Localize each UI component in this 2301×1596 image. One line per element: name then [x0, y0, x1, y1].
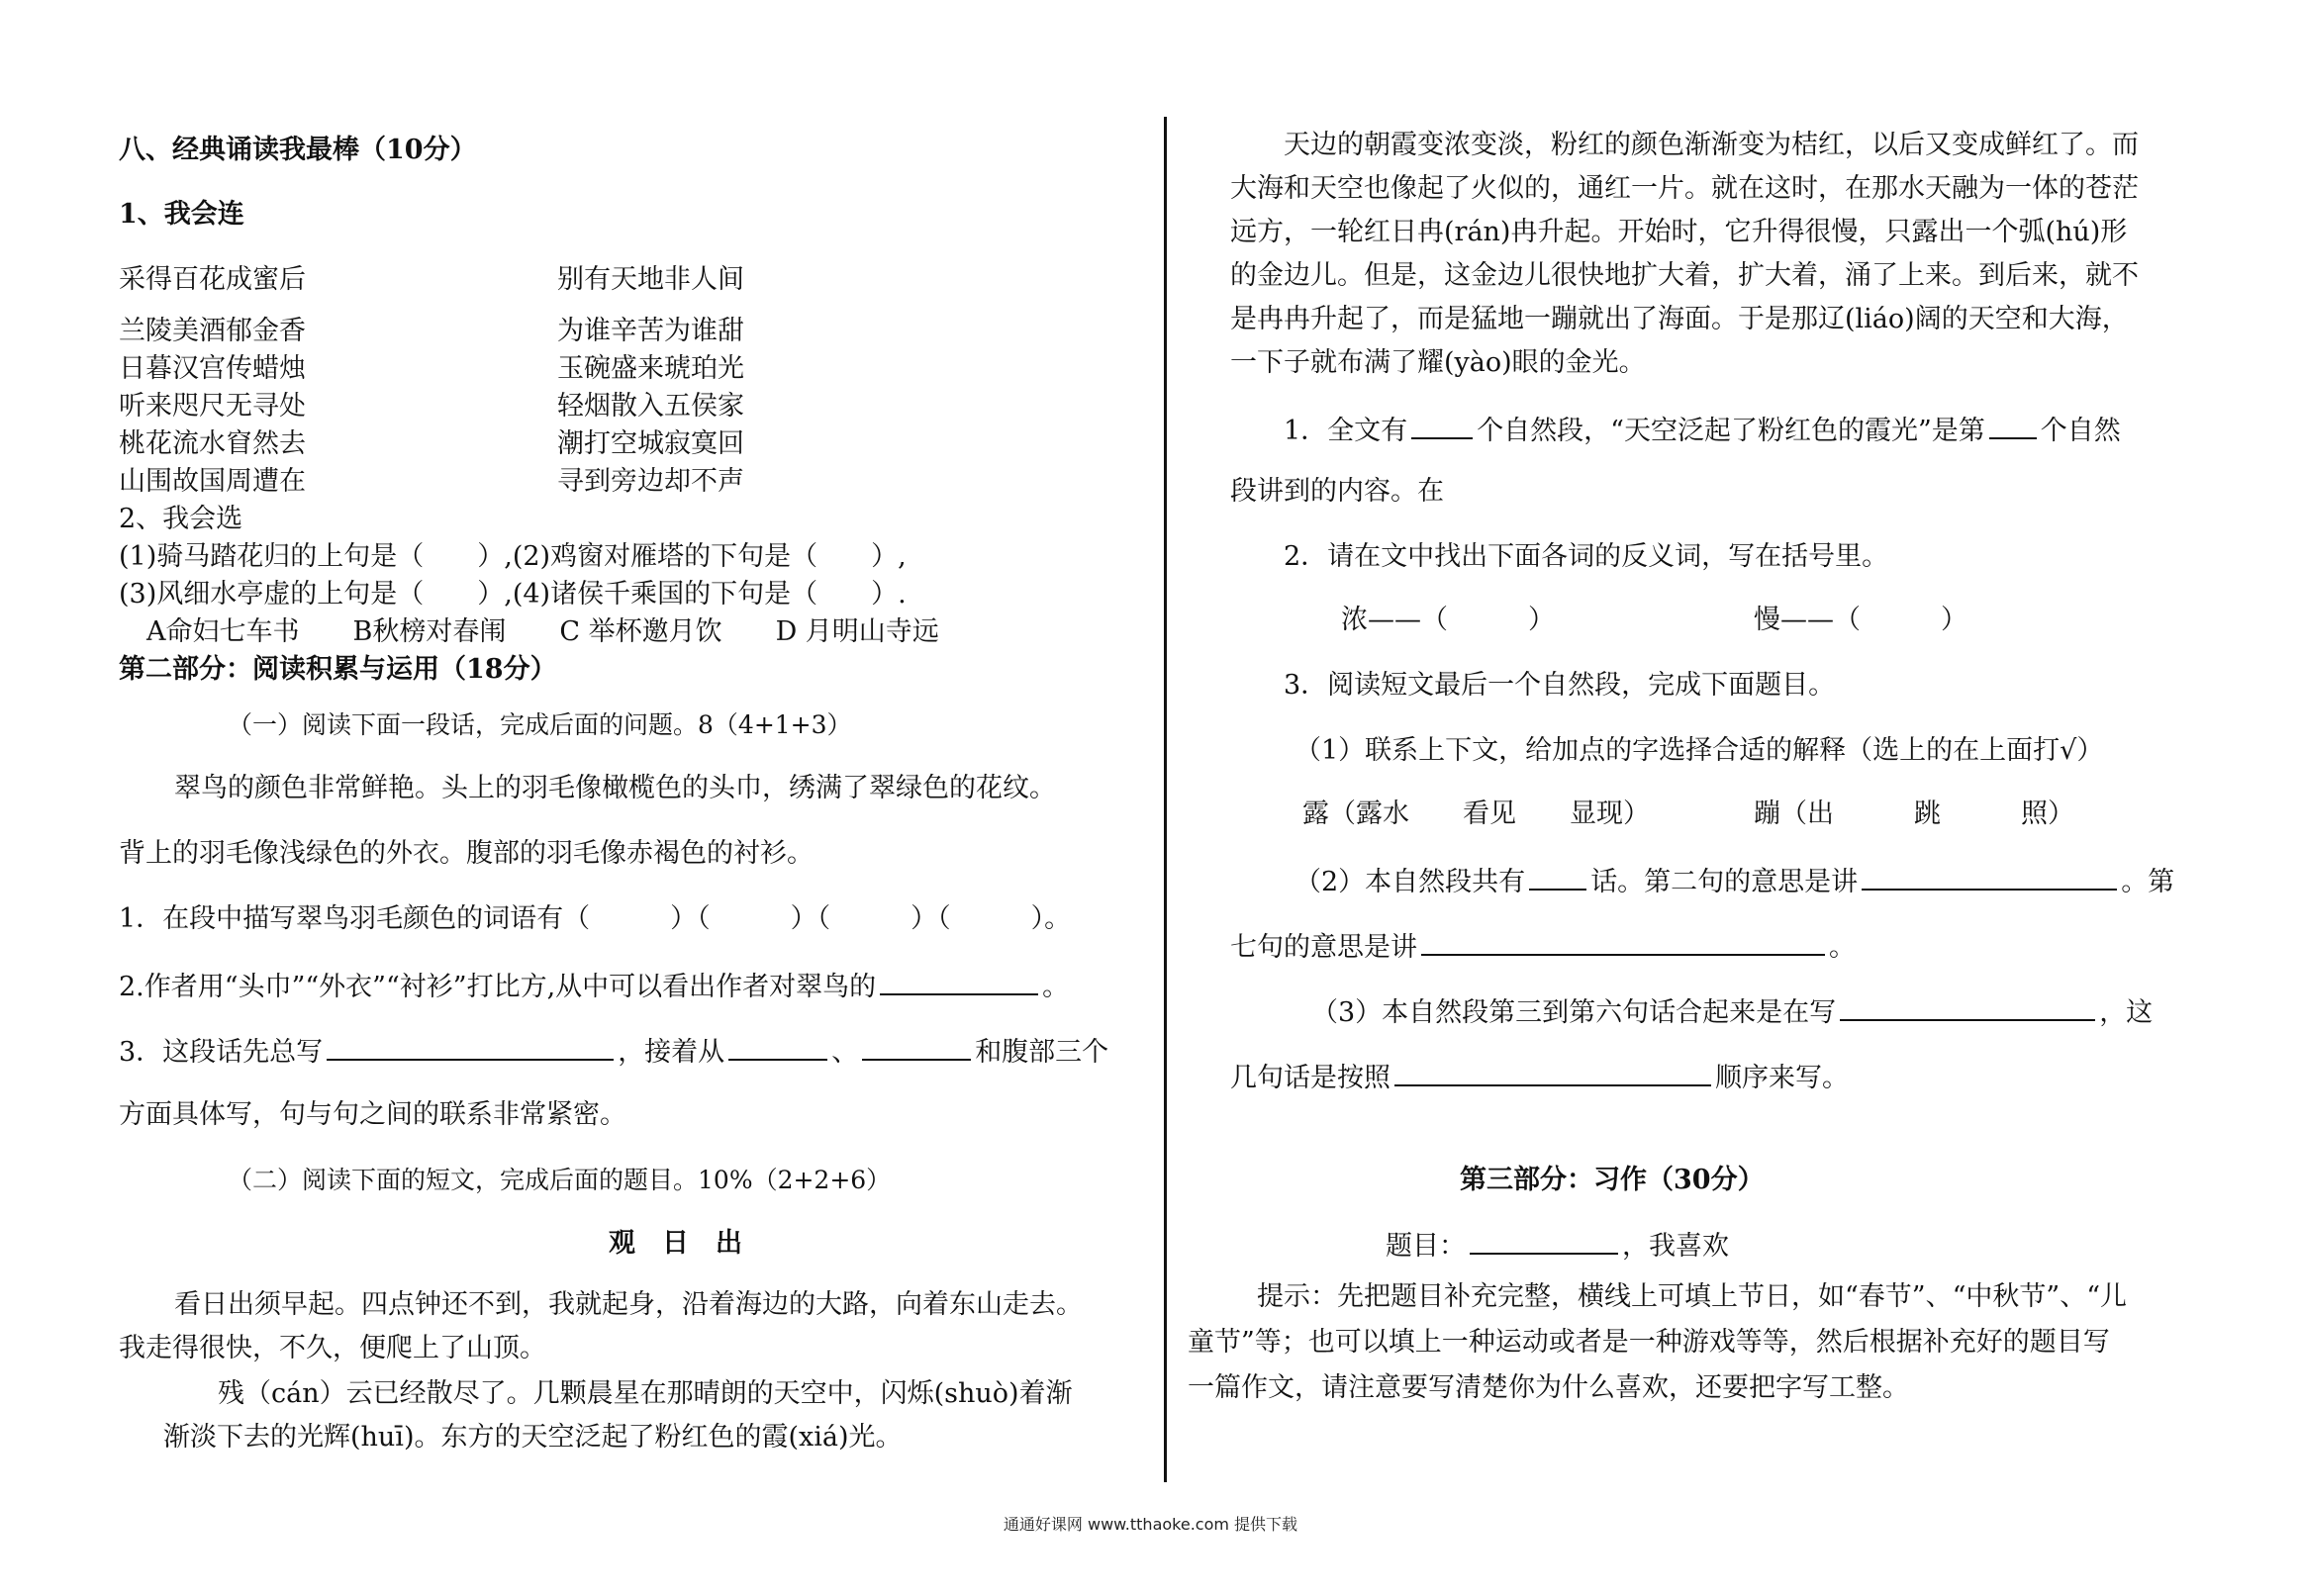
antonym-pair-1: 浓——（ ）	[1341, 605, 1555, 635]
composition-topic	[1386, 1227, 1729, 1264]
right-q3-3-text-a: （3）本自然段第三到第六句话合起来是在写	[1311, 997, 1837, 1028]
right-q1-text-b: 个自然段，“天空泛起了粉红色的霞光”是第	[1477, 416, 1985, 446]
right-question-3: 3．阅读短文最后一个自然段，完成下面题目。	[1284, 670, 1836, 701]
answer-blank[interactable]	[1989, 412, 2037, 439]
answer-blank[interactable]	[862, 1033, 971, 1061]
right-q3-2-text-d: 七句的意思是讲	[1230, 932, 1417, 963]
essay-paragraph-2a: 残（cán）云已经散尽了。几颗晨星在那晴朗的天空中，闪烁(shuò)着渐	[218, 1378, 1073, 1409]
composition-hint-line-1: 提示：先把题目补充完整，横线上可填上节日，如“春节”、“中秋节”、“儿	[1257, 1281, 2128, 1312]
essay-paragraph-3-line-3: 远方，一轮红日冉(rán)冉升起。开始时，它升得很慢，只露出一个弧(hú)形	[1230, 217, 2128, 247]
match-right-1: 别有天地非人间	[557, 264, 744, 295]
composition-hint-line-2: 童节”等；也可以填上一种运动或者是一种游戏等等，然后根据补充好的题目写	[1188, 1327, 2110, 1358]
right-q1-text-a: 1．全文有	[1284, 416, 1408, 446]
match-right-4: 轻烟散入五侯家	[557, 391, 744, 422]
read1-q3-continuation: 方面具体写，句与句之间的联系非常紧密。	[119, 1099, 626, 1130]
read1-q3-text-a: 3．这段话先总写	[119, 1037, 324, 1068]
right-q3-part-3-continuation	[1230, 1059, 1849, 1095]
q2-title: 2、我会选	[119, 504, 243, 534]
match-left-1: 采得百花成蜜后	[119, 264, 306, 295]
part2-title: 第二部分：阅读积累与运用（18分）	[119, 654, 557, 685]
essay-paragraph-3-line-2: 大海和天空也像起了火似的，通红一片。就在这时，在那水天融为一体的苍茫	[1230, 173, 2139, 204]
match-right-3: 玉碗盛来琥珀光	[557, 353, 744, 384]
essay-title: 观 日 出	[609, 1228, 742, 1259]
topic-label: 题目：	[1386, 1231, 1466, 1262]
right-q3-part-2-continuation	[1230, 928, 1856, 965]
read1-q2-end: 。	[1042, 972, 1070, 1002]
match-right-5: 潮打空城寂寞回	[557, 428, 744, 459]
right-q3-3-text-c: 几句话是按照	[1230, 1063, 1390, 1093]
match-left-5: 桃花流水窅然去	[119, 428, 306, 459]
right-q3-2-text-b: 话。第二句的意思是讲	[1590, 867, 1859, 897]
right-q3-2-text-a: （2）本自然段共有	[1294, 867, 1526, 897]
read1-question-3	[119, 1033, 1108, 1070]
answer-blank[interactable]	[1421, 928, 1825, 956]
composition-hint-line-3: 一篇作文，请注意要写清楚你为什么喜欢，还要把字写工整。	[1188, 1372, 1909, 1403]
antonym-pair-2: 慢——（ ）	[1754, 605, 1967, 635]
q2-line-1: (1)骑马踏花归的上句是（ ）,(2)鸡窗对雁塔的下句是（ ）,	[119, 541, 907, 572]
topic-suffix: ，我喜欢	[1622, 1231, 1729, 1262]
topic-blank[interactable]	[1470, 1227, 1618, 1255]
answer-blank[interactable]	[1529, 863, 1586, 891]
page-footer: 通通好课网 www.tthaoke.com 提供下载	[1003, 1515, 1298, 1534]
q2-line-2: (3)风细水亭虚的上句是（ ）,(4)诸侯千乘国的下句是（ ）.	[119, 579, 907, 610]
answer-blank[interactable]	[1862, 863, 2117, 891]
essay-paragraph-3-line-6: 一下子就布满了耀(yào)眼的金光。	[1230, 347, 1646, 378]
column-divider	[1164, 117, 1167, 1482]
q2-options: A命妇七车书 B秋榜对春闱 C 举杯邀月饮 D 月明山寺远	[146, 616, 939, 647]
read1-question-1: 1．在段中描写翠鸟羽毛颜色的词语有（ ）（ ）（ ）（ ）。	[119, 903, 1072, 934]
essay-paragraph-2b: 渐淡下去的光辉(huī)。东方的天空泛起了粉红色的霞(xiá)光。	[163, 1422, 903, 1453]
right-q3-option-1: 露（露水 看见 显现）	[1302, 798, 1650, 829]
answer-blank[interactable]	[1411, 412, 1473, 439]
essay-paragraph-1b: 我走得很快，不久，便爬上了山顶。	[119, 1333, 546, 1363]
right-q3-2-text-c: 。第	[2121, 867, 2175, 897]
right-q3-part-2	[1294, 863, 2174, 899]
match-left-6: 山围故国周遭在	[119, 466, 306, 497]
answer-blank[interactable]	[327, 1033, 614, 1061]
right-q3-part-3	[1311, 993, 2153, 1030]
right-q1-text-c: 个自然	[2040, 416, 2121, 446]
read1-q3-text-d: 和腹部三个	[975, 1037, 1109, 1068]
match-left-2: 兰陵美酒郁金香	[119, 316, 306, 346]
essay-paragraph-3-line-4: 的金边儿。但是，这金边儿很快地扩大着，扩大着，涌了上来。到后来，就不	[1230, 260, 2139, 291]
section8-title: 八、经典诵读我最棒（10分）	[119, 135, 477, 165]
match-right-6: 寻到旁边却不声	[557, 466, 744, 497]
essay-paragraph-3-line-5: 是冉冉升起了，而是猛地一蹦就出了海面。于是那辽(liáo)阔的天空和大海，	[1230, 304, 2129, 334]
answer-blank[interactable]	[728, 1033, 827, 1061]
right-q1-continuation: 段讲到的内容。在	[1230, 476, 1444, 507]
read1-q3-text-c: 、	[831, 1037, 859, 1068]
match-right-2: 为谁辛苦为谁甜	[557, 316, 744, 346]
read1-instruction: （一）阅读下面一段话，完成后面的问题。8（4+1+3）	[228, 710, 852, 739]
right-q3-part-1: （1）联系上下文，给加点的字选择合适的解释（选上的在上面打√）	[1294, 735, 2104, 766]
right-q3-option-2: 蹦（出 跳 照）	[1754, 798, 2074, 829]
answer-blank[interactable]	[880, 968, 1038, 995]
read2-instruction: （二）阅读下面的短文，完成后面的题目。10%（2+2+6）	[228, 1166, 892, 1194]
match-left-4: 听来咫尺无寻处	[119, 391, 306, 422]
essay-paragraph-1a: 看日出须早起。四点钟还不到，我就起身，沿着海边的大路，向着东山走去。	[174, 1289, 1083, 1320]
essay-paragraph-3-line-1: 天边的朝霞变浓变淡，粉红的颜色渐渐变为桔红，以后又变成鲜红了。而	[1284, 130, 2139, 160]
read1-question-2	[119, 968, 1069, 1004]
read1-paragraph-2: 背上的羽毛像浅绿色的外衣。腹部的羽毛像赤褐色的衬衫。	[119, 838, 814, 869]
read1-q3-text-b: ，接着从	[618, 1037, 725, 1068]
right-question-2: 2．请在文中找出下面各词的反义词，写在括号里。	[1284, 541, 1889, 572]
part3-title: 第三部分：习作（30分）	[1460, 1165, 1765, 1195]
right-question-1	[1284, 412, 2121, 448]
right-q3-3-text-b: ，这	[2099, 997, 2154, 1028]
answer-blank[interactable]	[1394, 1059, 1711, 1086]
read1-paragraph-1: 翠鸟的颜色非常鲜艳。头上的羽毛像橄榄色的头巾，绣满了翠绿色的花纹。	[174, 773, 1056, 803]
answer-blank[interactable]	[1840, 993, 2095, 1021]
right-q3-3-text-d: 顺序来写。	[1715, 1063, 1849, 1093]
right-q3-2-text-e: 。	[1829, 932, 1856, 963]
q1-title: 1、我会连	[119, 199, 244, 230]
read1-q2-text: 2.作者用“头巾”“外衣”“衬衫”打比方,从中可以看出作者对翠鸟的	[119, 972, 877, 1002]
match-left-3: 日暮汉宫传蜡烛	[119, 353, 306, 384]
